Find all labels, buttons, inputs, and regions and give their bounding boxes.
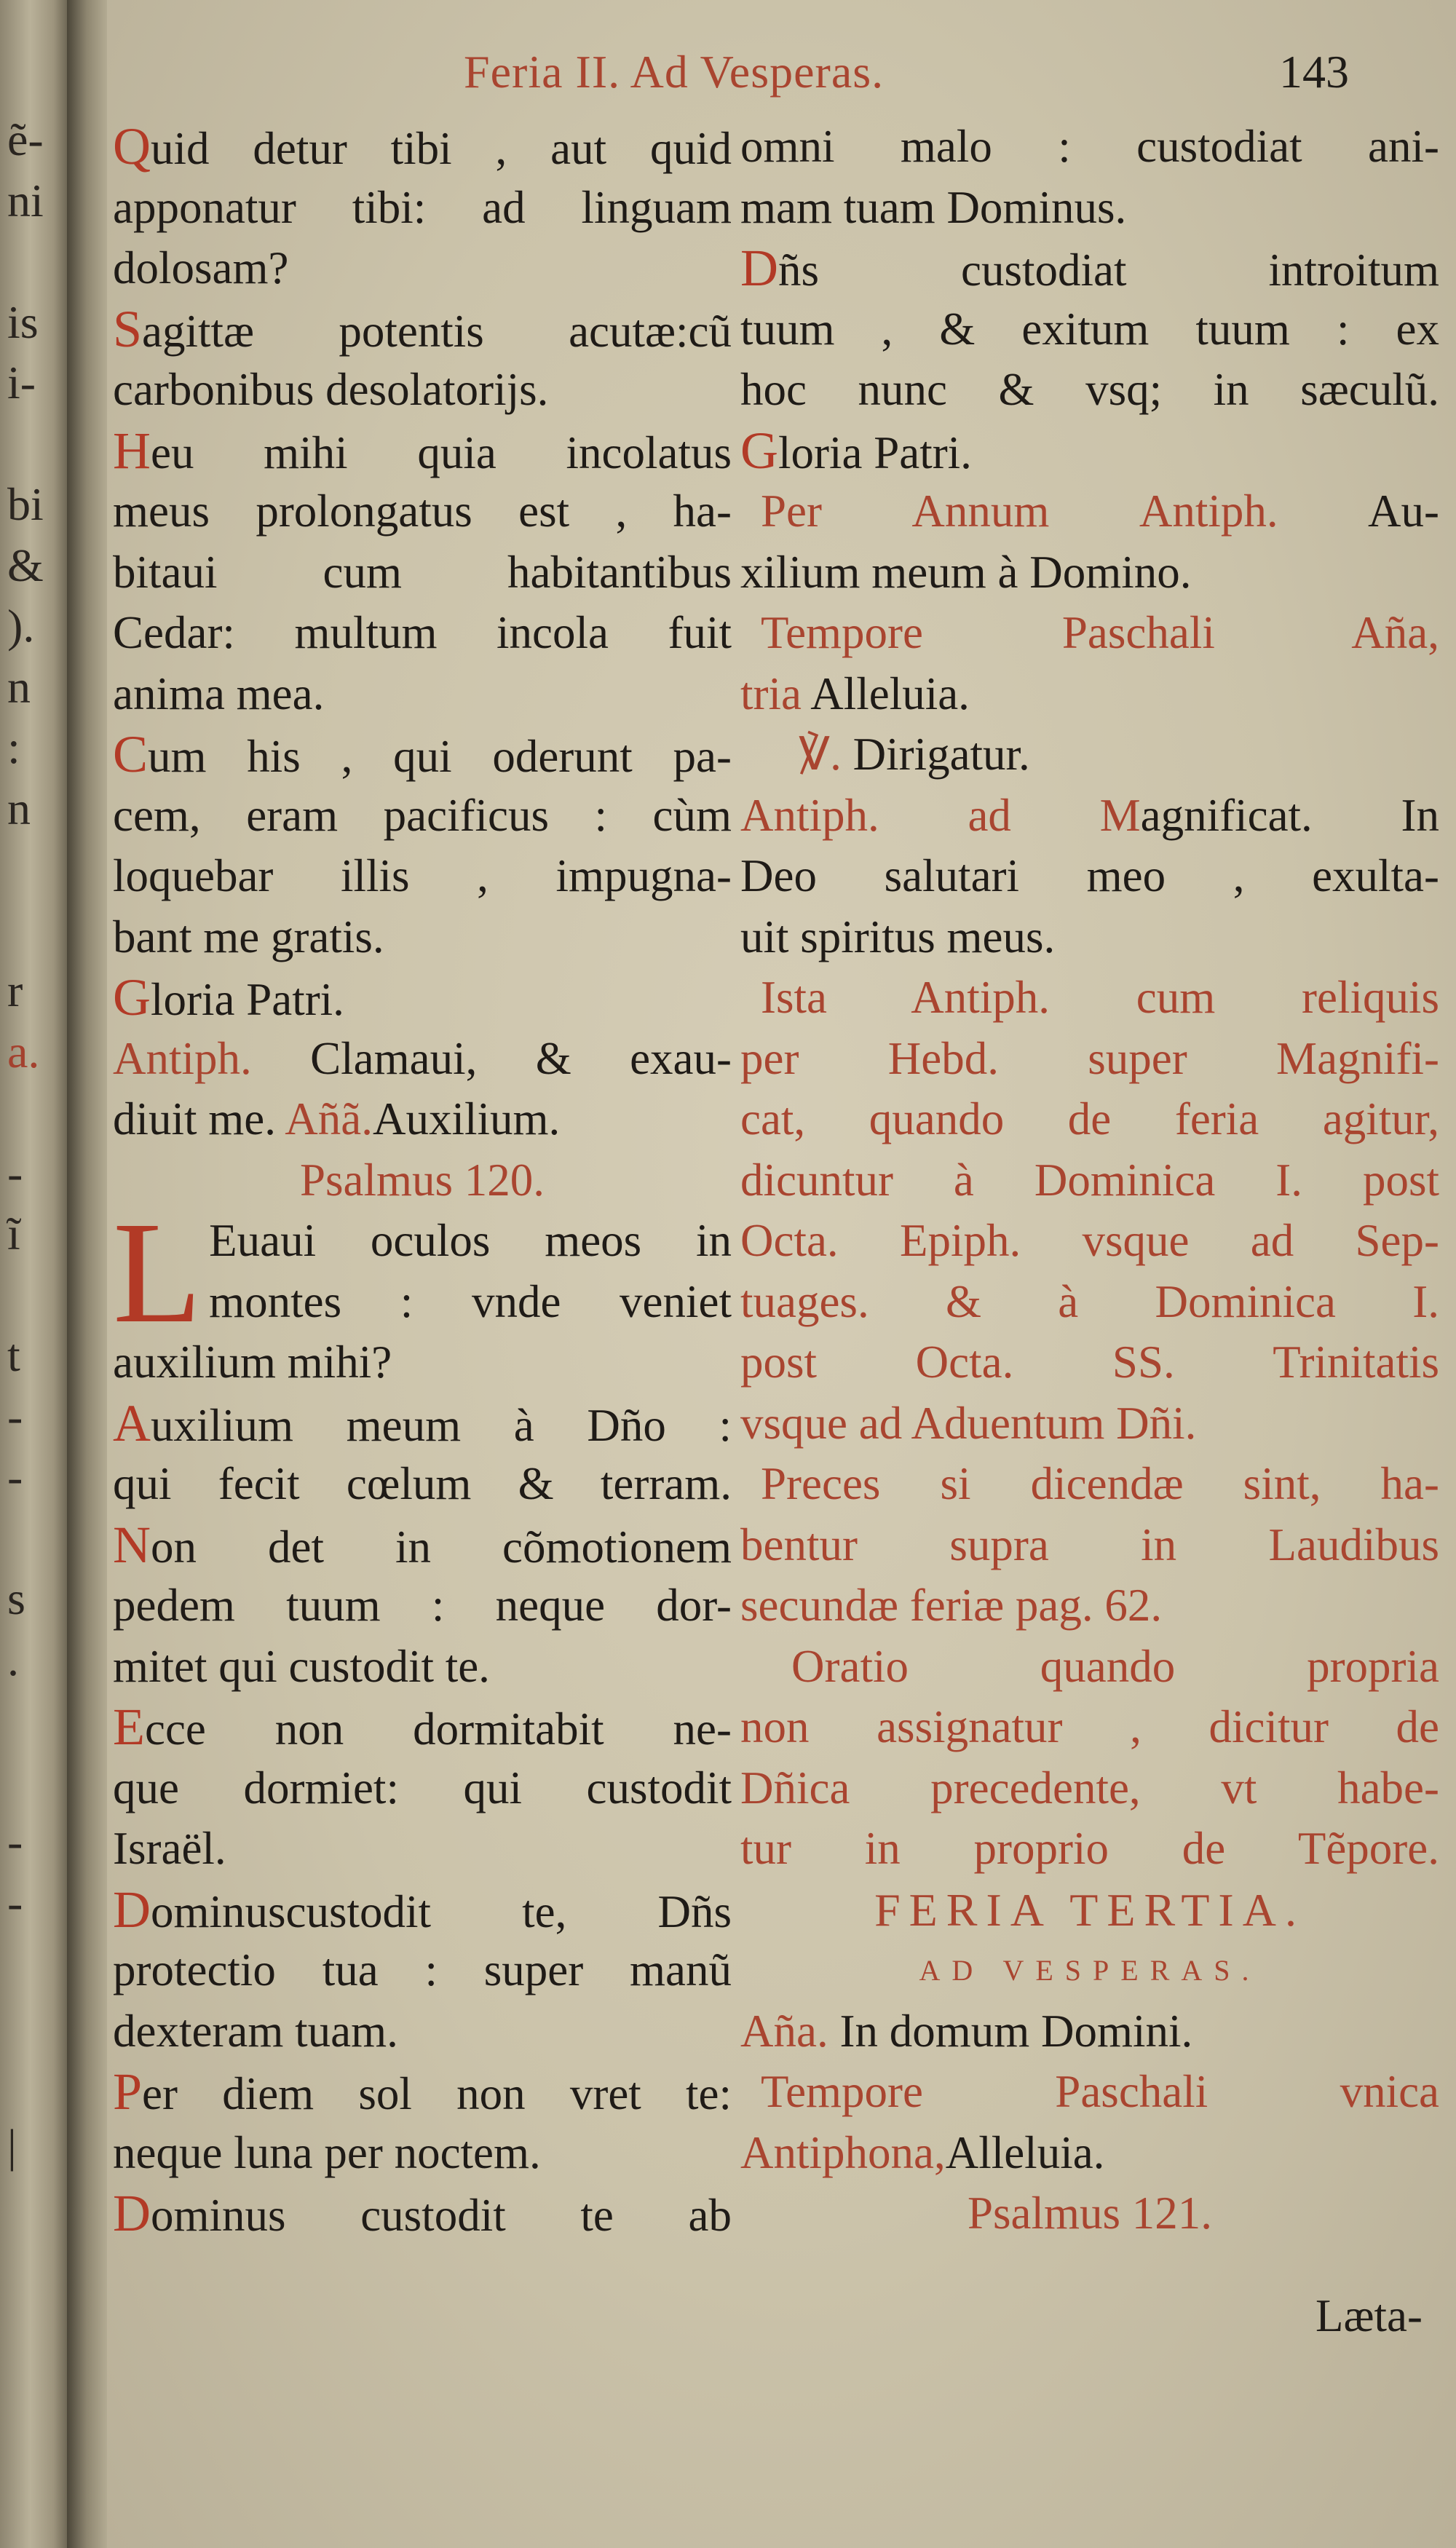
drop-initial: E bbox=[113, 1698, 145, 1756]
edge-fragment: - bbox=[7, 1451, 23, 1503]
catchword: Læta- bbox=[1315, 2290, 1423, 2341]
page-number: 143 bbox=[1279, 46, 1349, 98]
verse-line: omni malo : custodiat ani- bbox=[740, 121, 1439, 172]
verse-line: Quid detur tibi , aut quid bbox=[113, 117, 732, 175]
right-column bbox=[740, 116, 1439, 2244]
drop-initial: H bbox=[113, 421, 151, 480]
edge-fragment: ẽ- bbox=[7, 114, 44, 165]
rubric-line: dicuntur à Dominica I. post bbox=[740, 1154, 1439, 1206]
rubric-line: bentur supra in Laudibus bbox=[740, 1519, 1439, 1570]
rubric-line: Oratio quando propria bbox=[791, 1640, 1439, 1692]
edge-fragment bbox=[3, 839, 7, 900]
antiphon-line: diuit me. Añã.Auxilium. bbox=[113, 1093, 561, 1144]
verse-line: auxilium mihi? bbox=[113, 1337, 392, 1388]
rubric-line: Dñica precedente, vt habe- bbox=[740, 1762, 1439, 1813]
rubric: Antiph. bbox=[113, 1032, 252, 1084]
running-head bbox=[107, 45, 1456, 111]
psalm-opening bbox=[113, 1192, 732, 1353]
verse-line: meus prolongatus est , ha- bbox=[113, 486, 732, 537]
rubric: tria bbox=[740, 668, 802, 719]
rubric-line: Preces si dicendæ sint, ha- bbox=[761, 1458, 1439, 1509]
rubric: Antiph. ad M bbox=[740, 789, 1141, 841]
verse-line: pedem tuum : neque dor- bbox=[113, 1580, 732, 1631]
drop-initial: Q bbox=[113, 117, 151, 175]
verse-line: Dñs custodiat introitum bbox=[740, 239, 1439, 297]
verse-line: protectio tua : super manũ bbox=[113, 1944, 732, 1995]
verse-line: mitet qui custodit te. bbox=[113, 1640, 490, 1692]
verse-line: Dominus custodit te ab bbox=[113, 2184, 732, 2242]
drop-initial: D bbox=[113, 1880, 151, 1939]
verse-line: bant me gratis. bbox=[113, 911, 384, 962]
edge-fragment: : bbox=[7, 721, 20, 773]
versicle-line: ℣. Dirigatur. bbox=[799, 729, 1030, 780]
drop-initial: N bbox=[113, 1515, 151, 1574]
psalm-heading: Psalmus 120. bbox=[299, 1154, 545, 1206]
book-page bbox=[107, 0, 1456, 2548]
drop-initial: S bbox=[113, 299, 143, 358]
verse-line: anima mea. bbox=[113, 668, 325, 719]
antiphon-line: Per Annum Antiph. Au- bbox=[761, 486, 1440, 537]
verse-line: Israël. bbox=[113, 1823, 226, 1874]
edge-fragment bbox=[3, 1082, 7, 1143]
drop-initial: D bbox=[740, 239, 778, 297]
verse-line: qui fecit cœlum & terram. bbox=[113, 1458, 732, 1509]
drop-initial: G bbox=[113, 968, 151, 1026]
verse-line: apponatur tibi: ad linguam bbox=[113, 181, 732, 233]
verse-line: Sagittæ potentis acutæ:cũ bbox=[113, 299, 732, 358]
antiphon-line: Antiph. ad Magnificat. In bbox=[740, 789, 1439, 841]
drop-initial: G bbox=[740, 421, 778, 480]
rubric-line: post Octa. SS. Trinitatis bbox=[740, 1337, 1439, 1388]
edge-fragment: bi bbox=[7, 478, 44, 530]
previous-page-edge bbox=[0, 0, 67, 2548]
section-title: FERIA TERTIA. bbox=[874, 1883, 1305, 1936]
verse-line: carbonibus desolatorijs. bbox=[113, 364, 549, 415]
edge-fragment: . bbox=[7, 1633, 19, 1685]
doxology-line: Gloria Patri. bbox=[740, 421, 972, 480]
verse-line: Auxilium meum à Dño : bbox=[113, 1393, 732, 1452]
rubric-line: tur in proprio de Tẽpore. bbox=[740, 1823, 1439, 1874]
antiphon-line: uit spiritus meus. bbox=[740, 911, 1056, 962]
rubric-line: tria Alleluia. bbox=[740, 668, 970, 719]
drop-initial: D bbox=[113, 2184, 151, 2242]
rubric: Añã. bbox=[285, 1093, 373, 1144]
edge-fragment bbox=[3, 1690, 7, 1751]
previous-page-fragments bbox=[3, 109, 61, 2176]
edge-fragment: ĩ bbox=[7, 1208, 20, 1259]
edge-fragment bbox=[3, 1265, 7, 1326]
edge-fragment: r bbox=[7, 965, 23, 1016]
verse-line: loquebar illis , impugna- bbox=[113, 850, 732, 901]
edge-fragment bbox=[3, 231, 7, 292]
antiphon-line: xilium meum à Domino. bbox=[740, 546, 1192, 598]
verse-line: bitaui cum habitantibus bbox=[113, 546, 732, 598]
rubric-line: secundæ feriæ pag. 62. bbox=[740, 1580, 1163, 1631]
verse-line: dexteram tuam. bbox=[113, 2005, 398, 2057]
rubric: Per Annum Antiph. bbox=[761, 486, 1278, 537]
edge-fragment: - bbox=[7, 1876, 23, 1928]
book-gutter bbox=[67, 0, 107, 2548]
running-head-title: Feria II. Ad Vesperas. bbox=[464, 46, 885, 98]
verse-line: montes : vnde veniet bbox=[209, 1275, 732, 1327]
rubric-line: non assignatur , dicitur de bbox=[740, 1701, 1439, 1752]
left-column bbox=[113, 116, 732, 2244]
verse-line: neque luna per noctem. bbox=[113, 2126, 541, 2178]
edge-fragment: is bbox=[7, 296, 39, 348]
verse-line: mam tuam Dominus. bbox=[740, 181, 1127, 233]
antiphon-line: Antiph. Clamaui, & exau- bbox=[113, 1032, 732, 1084]
edge-fragment bbox=[3, 414, 7, 475]
edge-fragment bbox=[3, 900, 7, 961]
edge-fragment: - bbox=[7, 1816, 23, 1867]
verse-line: Non det in cõmotionem bbox=[113, 1515, 732, 1574]
rubric-line: Tempore Paschali Aña, bbox=[761, 607, 1439, 658]
antiphon-line: Deo salutari meo , exulta- bbox=[740, 850, 1439, 901]
verse-line: dolosam? bbox=[113, 242, 289, 293]
rubric-line: cat, quando de feria agitur, bbox=[740, 1093, 1439, 1144]
edge-fragment: a. bbox=[7, 1025, 40, 1077]
edge-fragment bbox=[3, 1994, 7, 2055]
rubric-line: Tempore Paschali vnica bbox=[761, 2066, 1439, 2117]
rubric-line: Antiphona,Alleluia. bbox=[740, 2126, 1105, 2178]
rubric: Aña. bbox=[740, 2005, 828, 2057]
edge-fragment: ). bbox=[7, 600, 35, 652]
rubric-line: vsque ad Aduentum Dñi. bbox=[740, 1397, 1197, 1449]
edge-fragment: s bbox=[7, 1572, 25, 1624]
edge-fragment bbox=[3, 1933, 7, 1994]
edge-fragment: ni bbox=[7, 174, 44, 226]
versicle-sign: ℣. bbox=[799, 729, 842, 780]
edge-fragment: n bbox=[7, 782, 31, 834]
section-subtitle: AD VESPERAS. bbox=[919, 1954, 1261, 1987]
edge-fragment bbox=[3, 1751, 7, 1812]
rubric-line: tuages. & à Dominica I. bbox=[740, 1275, 1439, 1327]
rubric-line: Octa. Epiph. vsque ad Sep- bbox=[740, 1215, 1439, 1266]
rubric: Antiphona, bbox=[740, 2126, 946, 2178]
verse-line: Cum his , qui oderunt pa- bbox=[113, 725, 732, 783]
psalm-heading: Psalmus 121. bbox=[967, 2188, 1213, 2239]
verse-line: Cedar: multum incola fuit bbox=[113, 607, 732, 658]
drop-initial: P bbox=[113, 2062, 143, 2121]
drop-initial: C bbox=[113, 725, 149, 783]
verse-line: tuum , & exitum tuum : ex bbox=[740, 303, 1439, 355]
edge-fragment: & bbox=[7, 539, 44, 591]
edge-fragment: - bbox=[7, 1390, 23, 1442]
verse-line: cem, eram pacificus : cùm bbox=[113, 789, 732, 841]
verse-line: Heu mihi quia incolatus bbox=[113, 421, 732, 480]
verse-line: hoc nunc & vsq; in sæculũ. bbox=[740, 364, 1439, 415]
edge-fragment: - bbox=[7, 1147, 23, 1199]
antiphon-line: Aña. In domum Domini. bbox=[740, 2005, 1193, 2057]
verse-line: Per diem sol non vret te: bbox=[113, 2062, 732, 2121]
verse-line: Ecce non dormitabit ne- bbox=[113, 1698, 732, 1756]
rubric-line: Ista Antiph. cum reliquis bbox=[761, 972, 1439, 1023]
edge-fragment: | bbox=[7, 2119, 17, 2172]
edge-fragment: t bbox=[7, 1329, 20, 1381]
verse-line: que dormiet: qui custodit bbox=[113, 1762, 732, 1813]
rubric-line: per Hebd. super Magnifi- bbox=[740, 1032, 1439, 1084]
edge-fragment bbox=[3, 2054, 7, 2116]
edge-fragment: i- bbox=[7, 357, 36, 408]
verse-line: Dominuscustodit te, Dñs bbox=[113, 1880, 732, 1939]
large-drop-initial: L bbox=[113, 1192, 202, 1353]
drop-initial: A bbox=[113, 1393, 151, 1452]
edge-fragment: n bbox=[7, 660, 31, 713]
edge-fragment bbox=[3, 1508, 7, 1569]
doxology-line: Gloria Patri. bbox=[113, 968, 344, 1026]
verse-line: Euaui oculos meos in bbox=[209, 1215, 732, 1266]
